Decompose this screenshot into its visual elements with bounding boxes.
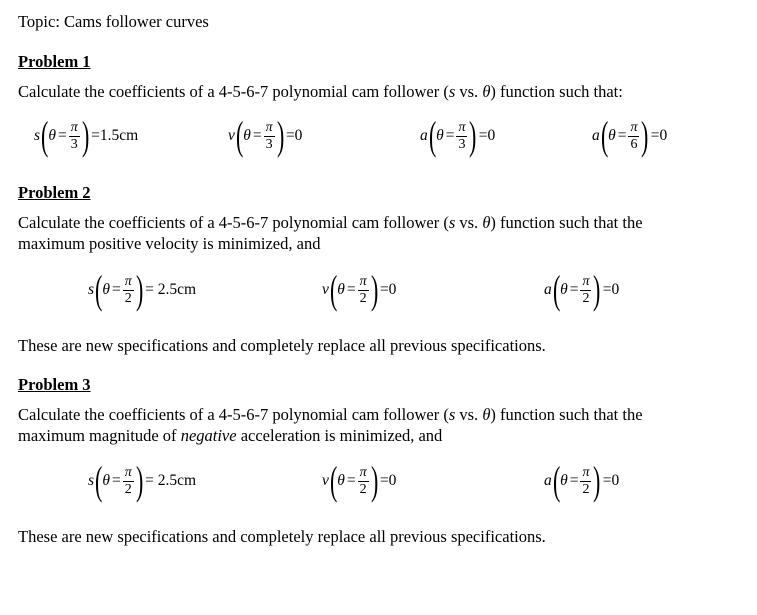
- statement-text: Calculate the coefficients of a 4-5-6-7 polynomial cam follower (: [18, 213, 449, 232]
- eq-rhs: =0: [650, 127, 668, 144]
- p2-eq-3: a ( θ = $\frac{\pi}{2}$ ) =0: [544, 267, 620, 312]
- eq-function: a: [592, 127, 600, 144]
- eq-rhs: = 2.5cm: [145, 281, 197, 298]
- eq-numerator: π: [359, 464, 367, 480]
- line2-text: maximum magnitude of: [18, 426, 181, 445]
- eq-denominator: 2: [124, 481, 132, 497]
- statement-text: Calculate the coefficients of a 4-5-6-7 polynomial cam follower (: [18, 405, 449, 424]
- eq-denominator: 2: [582, 481, 590, 497]
- eq-denominator: 2: [124, 290, 132, 306]
- eq-denominator: 2: [582, 290, 590, 306]
- eq-theta: θ: [337, 472, 345, 489]
- topic-line: Topic: Cams follower curves: [18, 12, 209, 31]
- line2-emphasis: negative: [180, 426, 237, 445]
- eq-function: v: [228, 127, 235, 144]
- p3-eq-3: a ( θ = $\frac{\pi}{2}$ ) =0: [544, 458, 620, 503]
- eq-numerator: π: [630, 119, 638, 135]
- problem-3-title: Problem 3: [18, 375, 91, 394]
- problem-2-statement-line2: maximum positive velocity is minimized, and: [18, 234, 321, 253]
- eq-function: a: [544, 472, 552, 489]
- eq-denominator: 3: [70, 136, 78, 152]
- eq-theta: θ: [560, 472, 568, 489]
- eq-rhs: =0: [602, 472, 620, 489]
- p3-eq-2: v ( θ = $\frac{\pi}{2}$ ) =0: [322, 458, 397, 503]
- eq-denominator: 3: [265, 136, 273, 152]
- eq-numerator: π: [359, 273, 367, 289]
- eq-theta: θ: [243, 127, 251, 144]
- eq-numerator: π: [458, 119, 466, 135]
- p2-eq-1: s ( θ = $\frac{\pi}{2}$ ) = 2.5cm: [88, 267, 197, 312]
- p2-eq-2: v ( θ = $\frac{\pi}{2}$ ) =0: [322, 267, 397, 312]
- problem-3-statement-line2: [18, 426, 442, 446]
- statement-text: Calculate the coefficients of a 4-5-6-7 polynomial cam follower (: [18, 82, 449, 101]
- s-var: s: [448, 405, 456, 424]
- eq-theta: θ: [48, 127, 56, 144]
- eq-numerator: π: [124, 273, 132, 289]
- eq-theta: θ: [436, 127, 444, 144]
- eq-rhs: =0: [379, 281, 397, 298]
- problem-2-title: Problem 2: [18, 183, 91, 202]
- problem-2-statement: [18, 213, 643, 233]
- p1-eq-3: a ( θ = $\frac{\pi}{3}$ ) =0: [420, 113, 496, 158]
- eq-theta: θ: [337, 281, 345, 298]
- theta-var: θ: [482, 82, 491, 101]
- eq-theta: θ: [102, 472, 110, 489]
- theta-var: θ: [482, 213, 491, 232]
- eq-numerator: π: [582, 273, 590, 289]
- eq-rhs: =0: [379, 472, 397, 489]
- s-var: s: [448, 82, 456, 101]
- problem-3-note: These are new specifications and completely replace all previous specifications.: [18, 527, 546, 546]
- eq-function: a: [420, 127, 428, 144]
- problem-3-statement: [18, 405, 643, 425]
- p1-eq-1: s ( θ = $\frac{\pi}{3}$ ) =1.5cm: [34, 113, 139, 158]
- eq-function: s: [88, 281, 95, 298]
- p1-eq-2: v ( θ = $\frac{\pi}{3}$ ) =0: [228, 113, 303, 158]
- p3-eq-1: s ( θ = $\frac{\pi}{2}$ ) = 2.5cm: [88, 458, 197, 503]
- eq-numerator: π: [70, 119, 78, 135]
- statement-text-end: ) function such that the: [490, 405, 643, 424]
- statement-text-end: ) function such that the: [490, 213, 643, 232]
- vs-text: vs.: [455, 82, 483, 101]
- eq-rhs: =0: [478, 127, 496, 144]
- eq-theta: θ: [102, 281, 110, 298]
- p1-eq-4: a ( θ = $\frac{\pi}{6}$ ) =0: [592, 113, 668, 158]
- eq-rhs: = 2.5cm: [145, 472, 197, 489]
- eq-function: s: [88, 472, 95, 489]
- eq-denominator: 2: [359, 481, 367, 497]
- theta-var: θ: [482, 405, 491, 424]
- eq-rhs: =1.5cm: [91, 127, 139, 144]
- statement-text-end: ) function such that:: [490, 82, 623, 101]
- eq-denominator: 6: [630, 136, 638, 152]
- s-var: s: [448, 213, 456, 232]
- eq-numerator: π: [124, 464, 132, 480]
- line2-text-end: acceleration is minimized, and: [236, 426, 443, 445]
- eq-function: v: [322, 281, 329, 298]
- eq-function: a: [544, 281, 552, 298]
- eq-theta: θ: [560, 281, 568, 298]
- eq-theta: θ: [608, 127, 616, 144]
- eq-function: v: [322, 472, 329, 489]
- eq-denominator: 2: [359, 290, 367, 306]
- eq-numerator: π: [265, 119, 273, 135]
- problem-2-note: These are new specifications and completely replace all previous specifications.: [18, 336, 546, 355]
- eq-denominator: 3: [458, 136, 466, 152]
- vs-text: vs.: [455, 213, 483, 232]
- vs-text: vs.: [455, 405, 483, 424]
- problem-1-title: Problem 1: [18, 52, 91, 71]
- eq-rhs: =0: [285, 127, 303, 144]
- eq-function: s: [34, 127, 41, 144]
- eq-numerator: π: [582, 464, 590, 480]
- problem-1-statement: [18, 82, 623, 102]
- eq-rhs: =0: [602, 281, 620, 298]
